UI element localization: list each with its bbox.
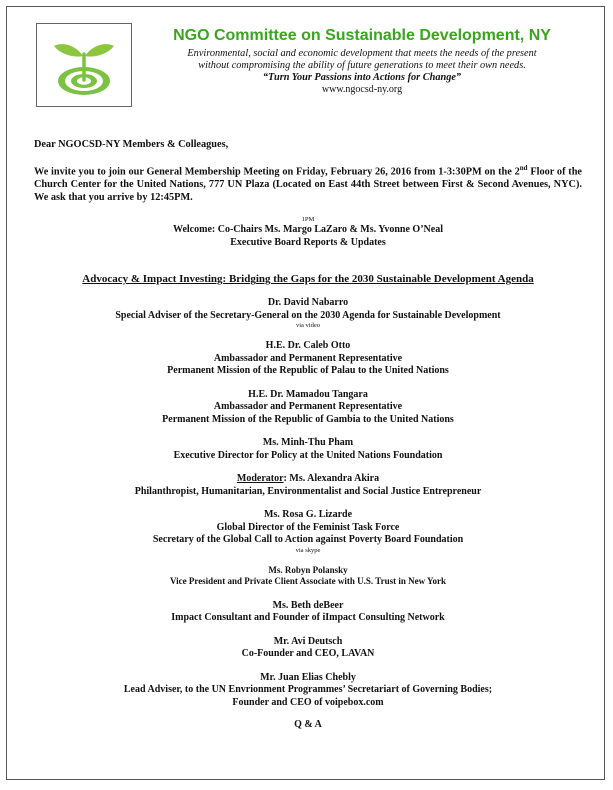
speaker-chebly [34, 672, 582, 710]
speaker-pham [34, 437, 582, 462]
speaker-org: Permanent Mission of the Republic of Palau to the United Nations [167, 365, 449, 377]
letter-body [34, 138, 582, 732]
speaker-name: Mr. Juan Elias Chebly [260, 671, 356, 683]
start-time: 1PM [301, 216, 315, 224]
speaker-title: Global Director of the Feminist Task Force [216, 521, 400, 533]
speaker-title: Ambassador and Permanent Representative [213, 352, 403, 364]
panel-heading-block [34, 272, 582, 286]
speaker-name: Mr. Avi Deutsch [273, 635, 343, 647]
speaker-title: Executive Director for Policy at the United Nations Foundation [173, 449, 443, 461]
website-link[interactable]: www.ngocsd-ny.org [321, 84, 403, 95]
speaker-org: Permanent Mission of the Republic of Gambia to the United Nations [162, 413, 454, 425]
speaker-name: Ms. Rosa G. Lizarde [263, 509, 353, 521]
speaker-title: Special Adviser of the Secretary-General on the 2030 Agenda for Sustainable Development [115, 309, 501, 321]
speaker-title: Philanthropist, Humanitarian, Environmentalist and Social Justice Entrepreneur [134, 485, 482, 497]
moderator-line [34, 473, 582, 486]
speaker-lizarde [34, 509, 582, 555]
invitation-paragraph: We invite you to join our General Membership Meeting on Friday, February 26, 2016 from 1-3:30PM on the 2nd Floor of the Church Center for the United Nations, 777 UN Plaza (Located on East 44th Street between First & Second Avenues, NYC). We ask that you arrive by 12:45PM. [34, 164, 583, 204]
speaker-name: Ms. Robyn Polansky [268, 564, 348, 575]
speaker-name: H.E. Dr. Caleb Otto [265, 340, 351, 352]
salutation: Dear NGOCSD-NY Members & Colleagues, [34, 139, 229, 150]
speaker-akira [34, 473, 582, 498]
speaker-note: via video [295, 322, 320, 330]
speaker-title: Lead Adviser, to the UN Envrionment Programmes’ Secretariart of Governing Bodies; [123, 684, 493, 696]
speaker-title: Founder and CEO of voipebox.com [232, 696, 384, 708]
speaker-name: Dr. David Nabarro [267, 297, 349, 309]
speaker-polansky [34, 565, 582, 588]
speaker-title: Ambassador and Permanent Representative [213, 401, 403, 413]
org-name: NGO Committee on Sustainable Development, NY [173, 27, 551, 44]
welcome-block [34, 216, 582, 249]
welcome-line: Welcome: Co-Chairs Ms. Margo LaZaro & Ms. Yvonne O’Neal [173, 224, 443, 236]
speaker-name: Ms. Minh-Thu Pham [262, 437, 354, 449]
speaker-otto [34, 340, 582, 378]
reports-line: Executive Board Reports & Updates [230, 236, 386, 248]
qa-line: Q & A [294, 719, 322, 731]
speaker-name: H.E. Dr. Mamadou Tangara [248, 388, 368, 400]
logo [36, 23, 132, 107]
speaker-note: via skype [295, 546, 321, 554]
speaker-name: : Ms. Alexandra Akira [283, 473, 380, 485]
speaker-nabarro [34, 297, 582, 330]
speaker-tangara [34, 389, 582, 427]
moderator-label: Moderator [236, 473, 284, 485]
panel-title: Advocacy & Impact Investing: Bridging the Gaps for the 2030 Sustainable Development Agenda [82, 273, 534, 286]
speaker-title: Impact Consultant and Founder of iImpact Consulting Network [171, 612, 445, 624]
tagline-line-1: Environmental, social and economic development that meets the needs of the present [187, 48, 537, 59]
speaker-debeer [34, 600, 582, 625]
speaker-title: Co-Founder and CEO, LAVAN [241, 648, 375, 660]
speaker-title: Vice President and Private Client Associate with U.S. Trust in New York [169, 576, 447, 587]
speaker-deutsch [34, 636, 582, 661]
tagline-line-2: without compromising the ability of future generations to meet their own needs. [198, 60, 526, 71]
qa-block [34, 719, 582, 732]
motto: “Turn Your Passions into Actions for Change” [262, 72, 462, 83]
speaker-title: Secretary of the Global Call to Action against Poverty Board Foundation [152, 534, 464, 546]
speaker-name: Ms. Beth deBeer [272, 599, 344, 611]
letterhead [135, 26, 589, 96]
sprout-target-logo-icon [37, 24, 131, 106]
